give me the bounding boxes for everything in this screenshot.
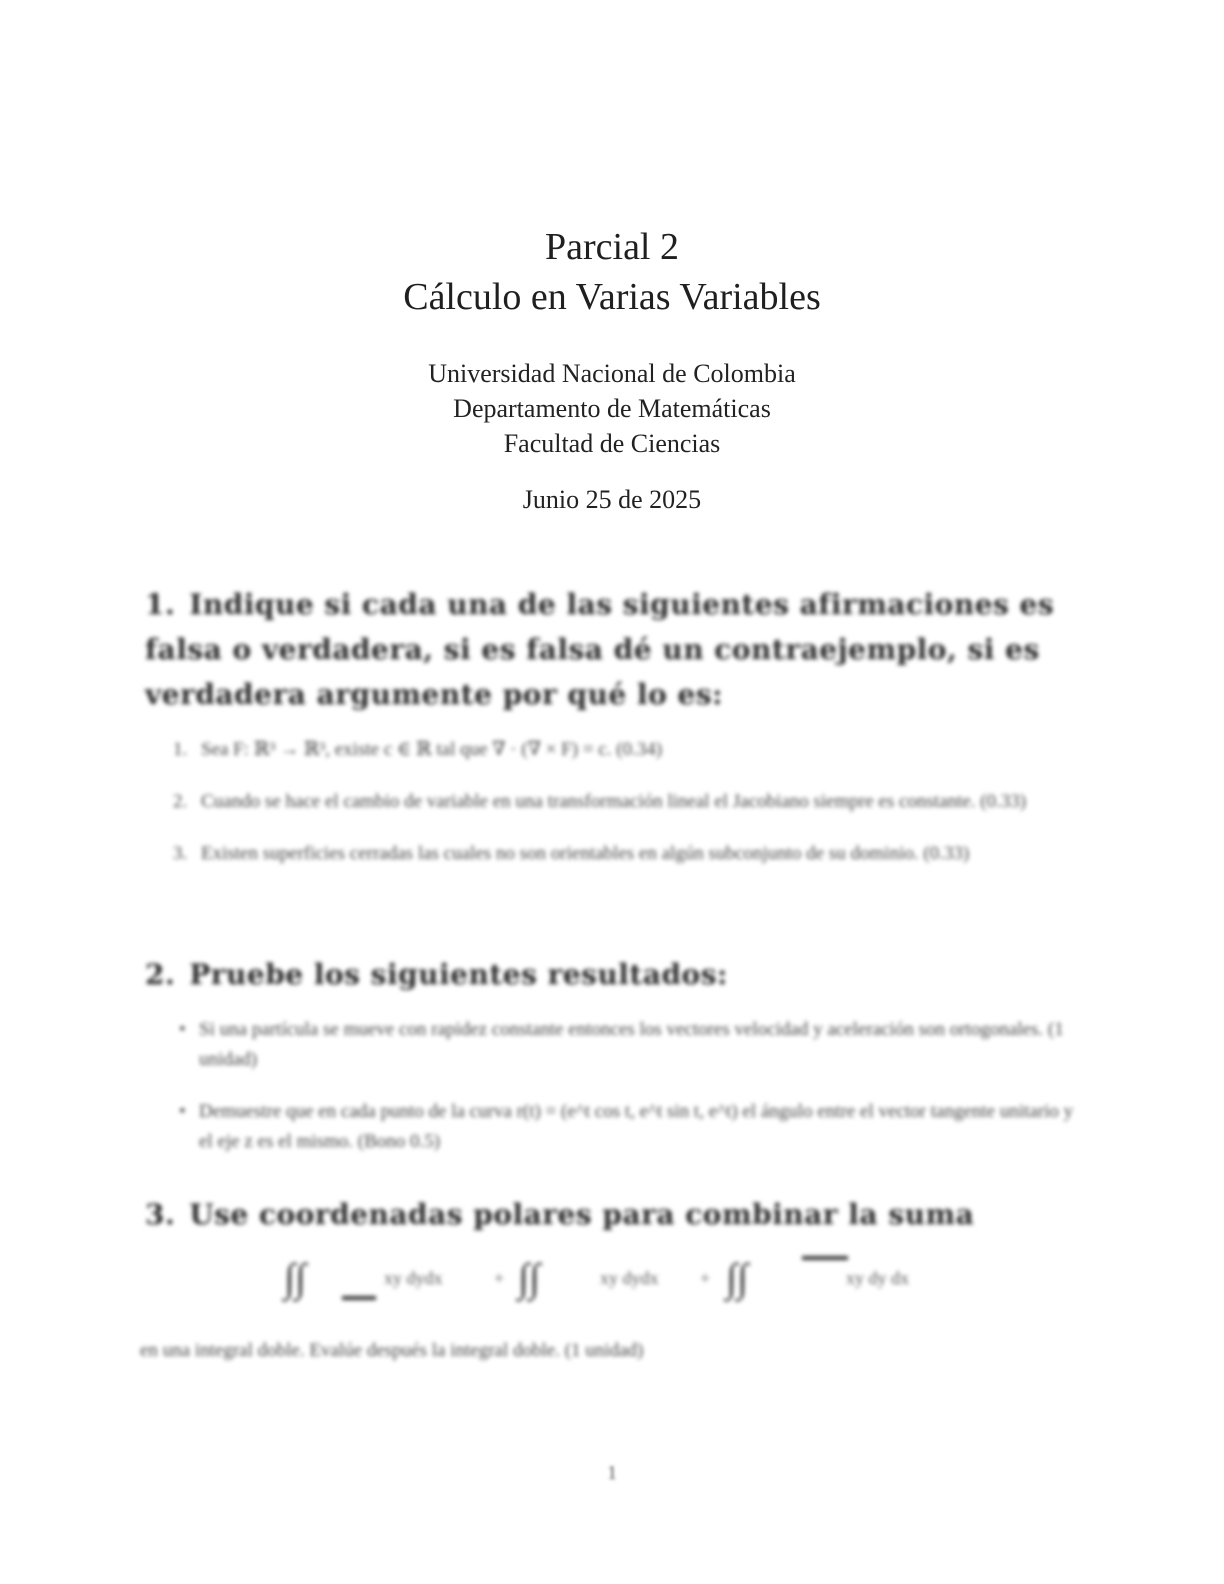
plus-sign: + <box>494 1268 505 1288</box>
integrand-term-3: xy dy dx <box>846 1268 909 1288</box>
integral-sum-formula <box>280 1255 940 1320</box>
list-item <box>173 735 1075 765</box>
item-marker: 3. <box>173 843 188 864</box>
bullet-marker: • <box>179 1101 186 1122</box>
list-item <box>173 787 1075 817</box>
item-text: Existen superficies cerradas las cuales no son orientables en algún subconjunto de su dominio. (0.33) <box>201 843 970 864</box>
item-marker: 2. <box>173 791 188 812</box>
plus-sign: + <box>700 1268 711 1288</box>
course-title: Cálculo en Varias Variables <box>403 276 821 318</box>
integrand-term-2: xy dydx <box>600 1268 659 1288</box>
exam-title: Parcial 2 <box>544 226 679 268</box>
section-2-heading <box>145 952 1075 997</box>
list-item <box>179 1097 1075 1157</box>
item-text: Cuando se hace el cambio de variable en una transformación lineal el Jacobiano siempre es constante. (0.33) <box>201 791 1027 812</box>
item-text: Si una partícula se mueve con rapidez constante entonces los vectores velocidad y aceleración son ortogonales. (1 unidad) <box>199 1019 1064 1070</box>
section-3-tail: en una integral doble. Evalúe después la integral doble. (1 unidad) <box>140 1340 644 1361</box>
section-1-list <box>145 735 1075 869</box>
page-number: 1 <box>607 1462 617 1484</box>
sqrt-bar <box>342 1296 376 1300</box>
section-1-heading <box>145 582 1075 717</box>
integrand-term-1: xy dydx <box>384 1268 443 1288</box>
integral-sign: ∫∫ <box>726 1255 748 1300</box>
item-text: Demuestre que en cada punto de la curva r(t) = (e^t cos t, e^t sin t, e^t) el ángulo entre el vector tangente unitario y el eje z es el mismo. (Bono 0.5) <box>199 1101 1074 1152</box>
section-1-number: 1. <box>145 588 176 621</box>
integral-sign: ∫∫ <box>284 1255 306 1300</box>
section-3-number: 3. <box>145 1198 176 1231</box>
section-2-list <box>145 1015 1075 1157</box>
exam-date: Junio 25 de 2025 <box>522 485 702 514</box>
title-block <box>0 222 1224 322</box>
item-marker: 1. <box>173 739 188 760</box>
section-2 <box>145 952 1075 1179</box>
sqrt-bar <box>802 1256 848 1260</box>
university-name: Universidad Nacional de Colombia <box>428 359 796 388</box>
section-3-title: Use coordenadas polares para combinar la suma <box>189 1198 975 1231</box>
affiliation-block <box>0 356 1224 461</box>
section-2-number: 2. <box>145 958 176 991</box>
faculty-name: Facultad de Ciencias <box>503 429 721 458</box>
list-item <box>173 839 1075 869</box>
integral-sign: ∫∫ <box>518 1255 540 1300</box>
section-3 <box>145 1192 1075 1237</box>
section-2-title: Pruebe los siguientes resultados: <box>189 958 728 991</box>
section-1-title: Indique si cada una de las siguientes afirmaciones es falsa o verdadera, si es falsa dé un contraejemplo, si es verdadera argumente por qué lo es: <box>145 588 1055 711</box>
department-name: Departamento de Matemáticas <box>453 394 771 423</box>
bullet-marker: • <box>179 1019 186 1040</box>
item-text: Sea F: ℝ³ → ℝ³, existe c ∈ ℝ tal que ∇ · (∇ × F) = c. (0.34) <box>201 739 663 760</box>
section-3-heading <box>145 1192 1075 1237</box>
section-1 <box>145 582 1075 891</box>
list-item <box>179 1015 1075 1075</box>
